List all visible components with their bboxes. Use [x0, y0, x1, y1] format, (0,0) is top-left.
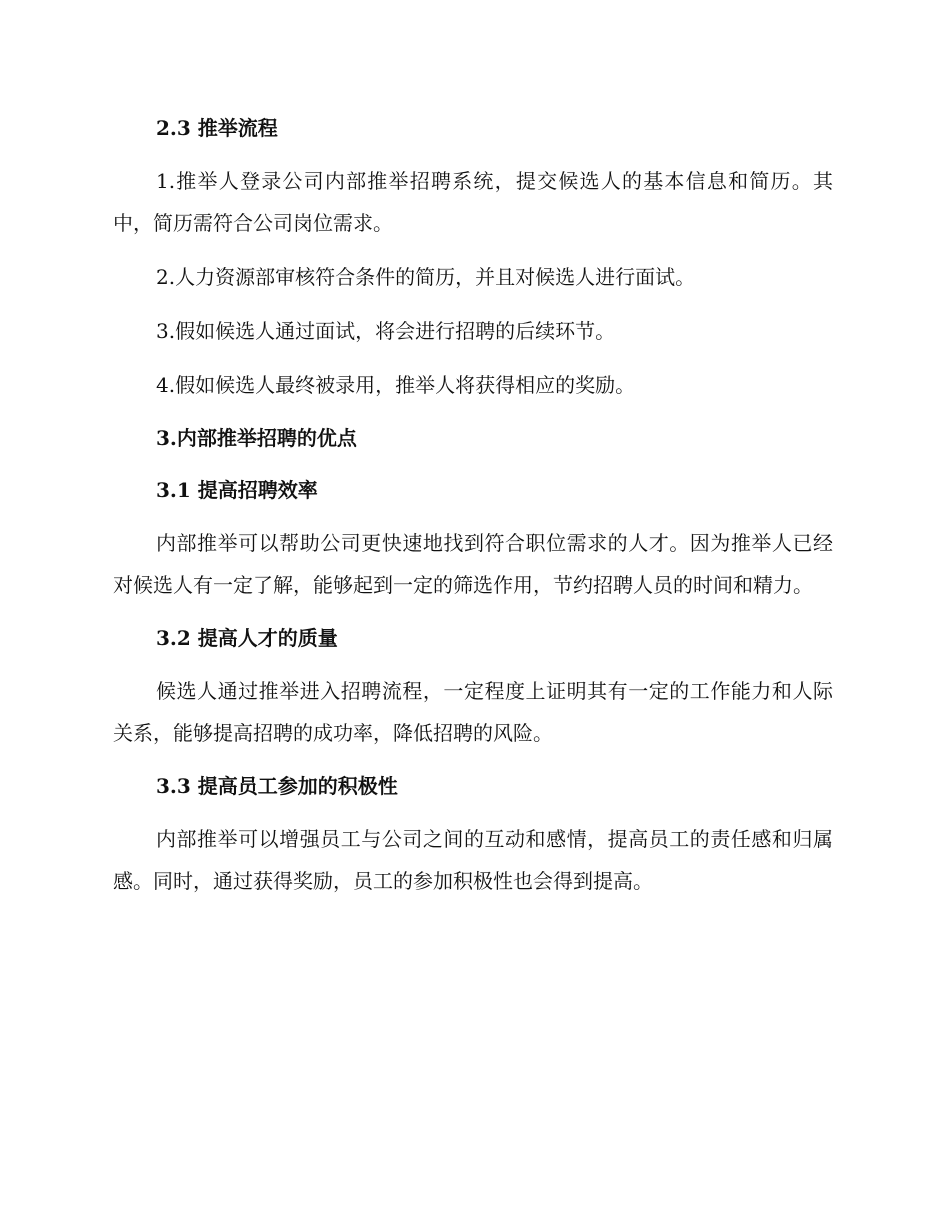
document-body	[113, 108, 833, 914]
section-heading-3: 3.内部推举招聘的优点	[156, 426, 357, 450]
paragraph-quality: 候选人通过推举进入招聘流程，一定程度上证明其有一定的工作能力和人际关系，能够提高招聘的成功率，降低招聘的风险。	[113, 679, 833, 745]
paragraph-step-4: 4.假如候选人最终被录用，推举人将获得相应的奖励。	[156, 373, 636, 397]
section-heading-3-3: 3.3 提高员工参加的积极性	[156, 774, 398, 798]
paragraph-step-3: 3.假如候选人通过面试，将会进行招聘的后续环节。	[156, 319, 616, 343]
paragraph-efficiency: 内部推举可以帮助公司更快速地找到符合职位需求的人才。因为推举人已经对候选人有一定了解，能够起到一定的筛选作用，节约招聘人员的时间和精力。	[113, 531, 833, 597]
section-heading-3-2: 3.2 提高人才的质量	[156, 626, 338, 650]
paragraph-step-1: 1.推举人登录公司内部推举招聘系统，提交候选人的基本信息和简历。其中，简历需符合公司岗位需求。	[113, 169, 833, 235]
section-heading-2-3: 2.3 推举流程	[156, 116, 278, 140]
paragraph-step-2: 2.人力资源部审核符合条件的简历，并且对候选人进行面试。	[156, 265, 696, 289]
paragraph-engagement: 内部推举可以增强员工与公司之间的互动和感情，提高员工的责任感和归属感。同时，通过获得奖励，员工的参加积极性也会得到提高。	[113, 827, 833, 893]
section-heading-3-1: 3.1 提高招聘效率	[156, 478, 318, 502]
